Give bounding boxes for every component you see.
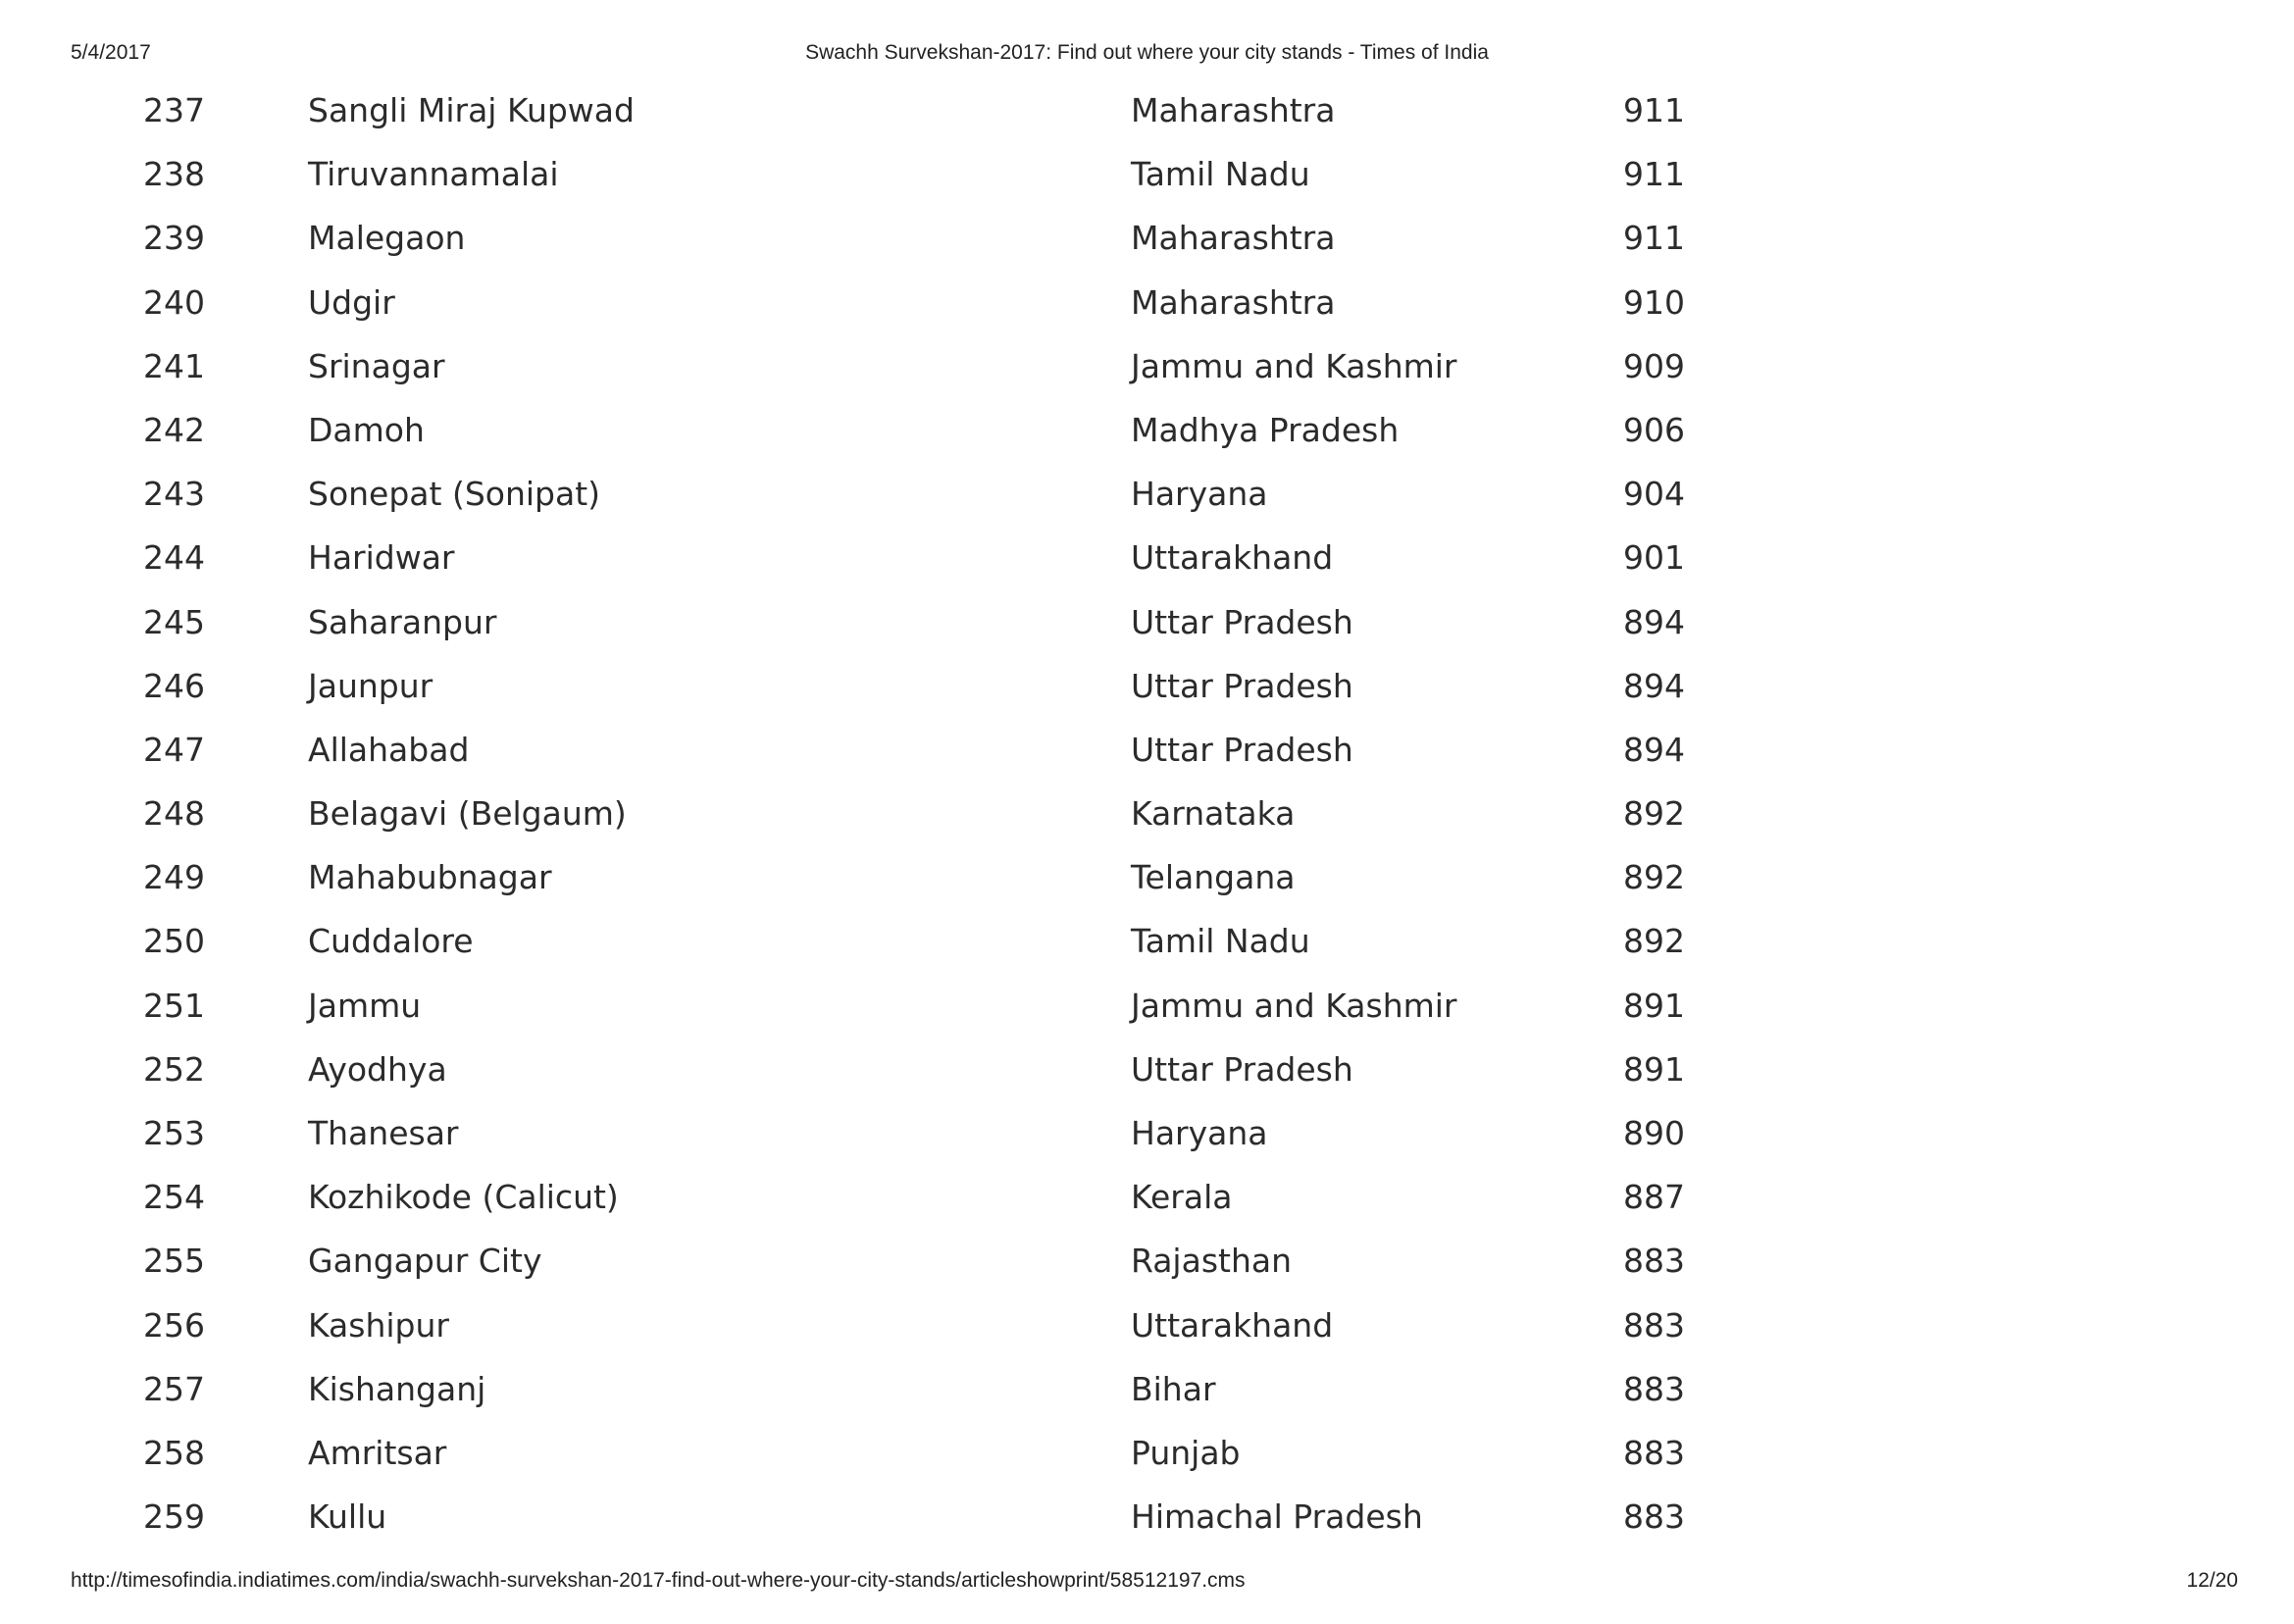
city-cell: Jammu bbox=[308, 986, 422, 1025]
score-cell: 911 bbox=[1623, 91, 1685, 129]
table-row bbox=[0, 143, 2294, 207]
city-cell: Ayodhya bbox=[308, 1049, 447, 1089]
city-cell: Kozhikode (Calicut) bbox=[308, 1178, 619, 1217]
score-cell: 883 bbox=[1623, 1242, 1685, 1281]
score-cell: 892 bbox=[1623, 922, 1685, 961]
table-row bbox=[0, 846, 2294, 910]
state-cell: Jammu and Kashmir bbox=[1131, 346, 1457, 385]
city-cell: Kashipur bbox=[308, 1305, 449, 1345]
table-row bbox=[0, 1166, 2294, 1230]
table-row bbox=[0, 591, 2294, 655]
score-cell: 894 bbox=[1623, 666, 1685, 705]
score-cell: 891 bbox=[1623, 1049, 1685, 1089]
rank-cell: 249 bbox=[143, 858, 205, 897]
city-cell: Malegaon bbox=[308, 219, 466, 258]
city-cell: Sangli Miraj Kupwad bbox=[308, 91, 635, 129]
table-row bbox=[0, 1422, 2294, 1486]
score-cell: 883 bbox=[1623, 1305, 1685, 1345]
rank-cell: 254 bbox=[143, 1178, 205, 1217]
city-cell: Thanesar bbox=[308, 1114, 459, 1152]
city-cell: Jaunpur bbox=[308, 666, 433, 705]
rank-cell: 245 bbox=[143, 602, 205, 641]
rank-cell: 242 bbox=[143, 410, 205, 449]
score-cell: 911 bbox=[1623, 155, 1685, 194]
table-row bbox=[0, 463, 2294, 527]
ranking-table bbox=[0, 79, 2294, 1549]
score-cell: 894 bbox=[1623, 730, 1685, 769]
state-cell: Uttarakhand bbox=[1131, 1305, 1334, 1345]
table-row bbox=[0, 272, 2294, 335]
state-cell: Rajasthan bbox=[1131, 1242, 1293, 1281]
page-number: 12/20 bbox=[2186, 1569, 2238, 1592]
state-cell: Madhya Pradesh bbox=[1131, 410, 1400, 449]
source-url[interactable]: http://timesofindia.indiatimes.com/india/swachh-survekshan-2017-find-out-where-your-city-stands/articleshowprint/58512197.cms bbox=[71, 1569, 1246, 1592]
state-cell: Uttar Pradesh bbox=[1131, 1049, 1353, 1089]
rank-cell: 253 bbox=[143, 1114, 205, 1152]
city-cell: Kullu bbox=[308, 1497, 387, 1537]
table-row bbox=[0, 335, 2294, 399]
state-cell: Haryana bbox=[1131, 475, 1268, 514]
rank-cell: 240 bbox=[143, 282, 205, 322]
score-cell: 883 bbox=[1623, 1497, 1685, 1537]
print-date: 5/4/2017 bbox=[71, 41, 151, 64]
state-cell: Maharashtra bbox=[1131, 282, 1336, 322]
rank-cell: 238 bbox=[143, 155, 205, 194]
score-cell: 883 bbox=[1623, 1433, 1685, 1472]
score-cell: 883 bbox=[1623, 1369, 1685, 1408]
rank-cell: 244 bbox=[143, 538, 205, 578]
rank-cell: 237 bbox=[143, 91, 205, 129]
city-cell: Srinagar bbox=[308, 346, 445, 385]
table-row bbox=[0, 79, 2294, 143]
rank-cell: 259 bbox=[143, 1497, 205, 1537]
table-row bbox=[0, 655, 2294, 719]
score-cell: 906 bbox=[1623, 410, 1685, 449]
city-cell: Amritsar bbox=[308, 1433, 447, 1472]
rank-cell: 243 bbox=[143, 475, 205, 514]
city-cell: Damoh bbox=[308, 410, 425, 449]
city-cell: Sonepat (Sonipat) bbox=[308, 475, 601, 514]
table-row bbox=[0, 527, 2294, 590]
state-cell: Uttarakhand bbox=[1131, 538, 1334, 578]
state-cell: Bihar bbox=[1131, 1369, 1216, 1408]
city-cell: Gangapur City bbox=[308, 1242, 542, 1281]
table-row bbox=[0, 1358, 2294, 1422]
table-row bbox=[0, 1102, 2294, 1166]
table-row bbox=[0, 1039, 2294, 1102]
city-cell: Tiruvannamalai bbox=[308, 155, 559, 194]
state-cell: Kerala bbox=[1131, 1178, 1233, 1217]
city-cell: Kishanganj bbox=[308, 1369, 486, 1408]
rank-cell: 251 bbox=[143, 986, 205, 1025]
table-row bbox=[0, 783, 2294, 846]
table-row bbox=[0, 719, 2294, 783]
score-cell: 892 bbox=[1623, 858, 1685, 897]
rank-cell: 258 bbox=[143, 1433, 205, 1472]
score-cell: 901 bbox=[1623, 538, 1685, 578]
state-cell: Haryana bbox=[1131, 1114, 1268, 1152]
state-cell: Tamil Nadu bbox=[1131, 155, 1310, 194]
state-cell: Uttar Pradesh bbox=[1131, 666, 1353, 705]
score-cell: 909 bbox=[1623, 346, 1685, 385]
state-cell: Himachal Pradesh bbox=[1131, 1497, 1423, 1537]
table-row bbox=[0, 910, 2294, 974]
city-cell: Cuddalore bbox=[308, 922, 474, 961]
state-cell: Maharashtra bbox=[1131, 91, 1336, 129]
state-cell: Karnataka bbox=[1131, 794, 1296, 834]
score-cell: 890 bbox=[1623, 1114, 1685, 1152]
state-cell: Punjab bbox=[1131, 1433, 1241, 1472]
rank-cell: 248 bbox=[143, 794, 205, 834]
rank-cell: 252 bbox=[143, 1049, 205, 1089]
city-cell: Mahabubnagar bbox=[308, 858, 552, 897]
rank-cell: 241 bbox=[143, 346, 205, 385]
state-cell: Uttar Pradesh bbox=[1131, 602, 1353, 641]
page-title: Swachh Survekshan-2017: Find out where your city stands - Times of India bbox=[805, 41, 1489, 64]
rank-cell: 256 bbox=[143, 1305, 205, 1345]
score-cell: 904 bbox=[1623, 475, 1685, 514]
rank-cell: 239 bbox=[143, 219, 205, 258]
rank-cell: 250 bbox=[143, 922, 205, 961]
score-cell: 887 bbox=[1623, 1178, 1685, 1217]
city-cell: Haridwar bbox=[308, 538, 455, 578]
score-cell: 892 bbox=[1623, 794, 1685, 834]
rank-cell: 255 bbox=[143, 1242, 205, 1281]
rank-cell: 246 bbox=[143, 666, 205, 705]
table-row bbox=[0, 1230, 2294, 1294]
city-cell: Allahabad bbox=[308, 730, 470, 769]
score-cell: 891 bbox=[1623, 986, 1685, 1025]
state-cell: Uttar Pradesh bbox=[1131, 730, 1353, 769]
table-row bbox=[0, 399, 2294, 463]
table-row bbox=[0, 207, 2294, 271]
score-cell: 894 bbox=[1623, 602, 1685, 641]
score-cell: 911 bbox=[1623, 219, 1685, 258]
city-cell: Belagavi (Belgaum) bbox=[308, 794, 627, 834]
city-cell: Saharanpur bbox=[308, 602, 497, 641]
rank-cell: 247 bbox=[143, 730, 205, 769]
table-row bbox=[0, 975, 2294, 1039]
score-cell: 910 bbox=[1623, 282, 1685, 322]
state-cell: Tamil Nadu bbox=[1131, 922, 1310, 961]
state-cell: Telangana bbox=[1131, 858, 1296, 897]
state-cell: Jammu and Kashmir bbox=[1131, 986, 1457, 1025]
state-cell: Maharashtra bbox=[1131, 219, 1336, 258]
table-row bbox=[0, 1294, 2294, 1358]
city-cell: Udgir bbox=[308, 282, 395, 322]
rank-cell: 257 bbox=[143, 1369, 205, 1408]
table-row bbox=[0, 1486, 2294, 1549]
